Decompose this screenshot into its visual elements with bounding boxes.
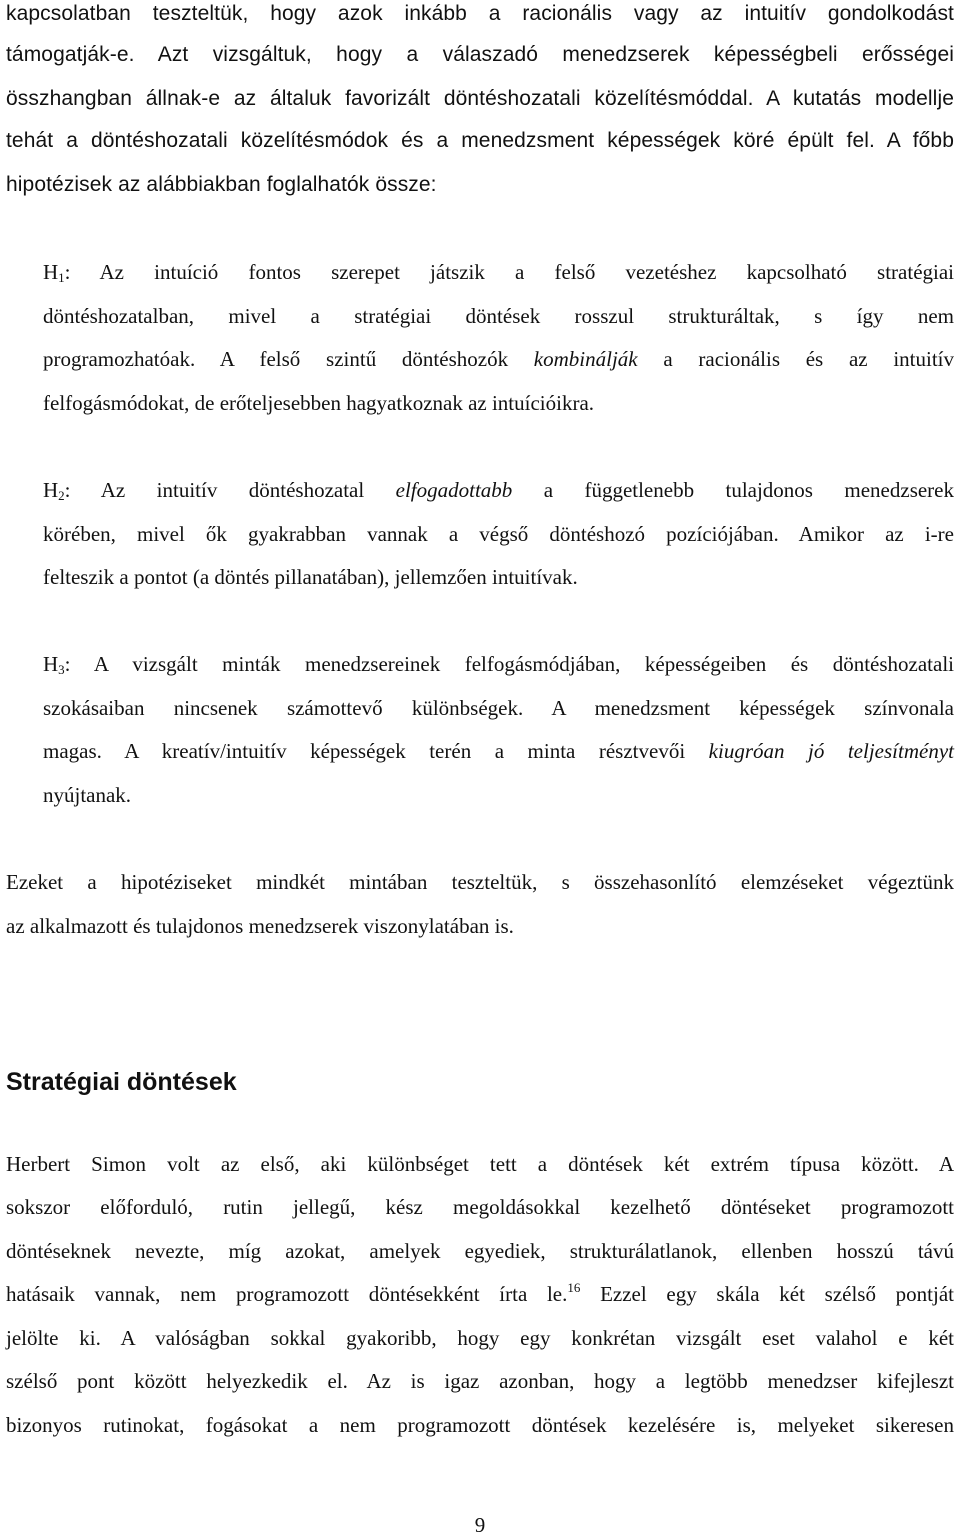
intro-line-4: tehát a döntéshozatali közelítésmódok és a menedzsment képességek köré épült fel. A főbb	[6, 129, 954, 152]
hypothesis-3-label: H	[43, 652, 59, 676]
intro-line-3: összhangban állnak-e az általuk favorizált döntéshozatali közelítésmóddal. A kutatás modellje	[6, 87, 954, 110]
hypothesis-1-line-4: felfogásmódokat, de erőteljesebben hagyatkoznak az intuícióikra.	[43, 391, 595, 415]
section-line-4: hatásaik vannak, nem programozott döntésekként írta le.$^{16}$ Ezzel egy skála két szélső pontját	[6, 1280, 954, 1306]
hypothesis-3-line-4: nyújtanak.	[43, 783, 132, 807]
hypothesis-3-line-1: $H_3$: A vizsgált minták menedzsereinek felfogásmódjában, képességeiben és döntéshozatali	[43, 652, 954, 677]
hypothesis-3-index: 3	[58, 662, 65, 677]
hypothesis-1-emphasis: kombinálják	[533, 347, 638, 371]
intro-line-1: kapcsolatban teszteltük, hogy azok inkább a racionális vagy az intuitív gondolkodást	[6, 2, 954, 25]
page-number: 9	[474, 1513, 486, 1537]
hypothesis-1-label: H	[43, 260, 59, 284]
hypothesis-3-line-2: szokásaiban nincsenek számottevő különbségek. A menedzsment képességek színvonala	[43, 696, 954, 720]
hypothesis-2-emphasis: elfogadottabb	[395, 478, 513, 502]
hypothesis-2-label: H	[43, 478, 59, 502]
section-line-6: szélső pont között helyezkedik el. Az is igaz azonban, hogy a legtöbb menedzser kifejleszt	[6, 1369, 954, 1393]
hypothesis-3-line-3: magas. A kreatív/intuitív képességek terén a minta résztvevői kiugróan jó teljesítményt	[43, 739, 954, 763]
hypothesis-2-line-2: körében, mivel ők gyakrabban vannak a végső döntéshozó pozíciójában. Amikor az i-re	[43, 522, 954, 546]
section-line-5: jelölte ki. A valóságban sokkal gyakoribb, hogy egy konkrétan vizsgált eset valahol e két	[6, 1326, 954, 1350]
section-line-1: Herbert Simon volt az első, aki különbséget tett a döntések két extrém típusa között. A	[6, 1152, 954, 1176]
hypothesis-1-line-2: döntéshozatalban, mivel a stratégiai döntések rosszul strukturáltak, s így nem	[43, 304, 954, 328]
section-line-7: bizonyos rutinokat, fogásokat a nem programozott döntések kezelésére is, melyeket sikeresen	[6, 1413, 954, 1437]
hypothesis-2-line-1: $H_2$: Az intuitív döntéshozatal elfogadottabb a függetlenebb tulajdonos menedzserek	[43, 478, 954, 503]
section-line-2: sokszor előforduló, rutin jellegű, kész megoldásokkal kezelhető döntéseket programozott	[6, 1195, 954, 1219]
intro-line-2: támogatják-e. Azt vizsgáltuk, hogy a válaszadó menedzserek képességbeli erősségei	[6, 43, 954, 66]
hypothesis-2-line-3: felteszik a pontot (a döntés pillanatában), jellemzően intuitívak.	[43, 565, 578, 589]
section-heading: Stratégiai döntések	[6, 1068, 237, 1096]
section-line-3: döntéseknek nevezte, míg azokat, amelyek egyediek, strukturálatlanok, ellenben hosszú távú	[6, 1239, 954, 1263]
hypothesis-1-line-3: programozhatóak. A felső szintű döntéshozók kombinálják a racionális és az intuitív	[43, 347, 954, 371]
intro-line-5: hipotézisek az alábbiakban foglalhatók össze:	[6, 173, 437, 196]
hypothesis-3-emphasis: kiugróan jó teljesítményt	[708, 739, 954, 763]
conclusion-line-2: az alkalmazott és tulajdonos menedzserek viszonylatában is.	[6, 914, 514, 938]
conclusion-line-1: Ezeket a hipotéziseket mindkét mintában teszteltük, s összehasonlító elemzéseket végeztünk	[6, 870, 954, 894]
hypothesis-2-index: 2	[58, 488, 65, 503]
hypothesis-1-line-1: $H_1$: Az intuíció fontos szerepet játszik a felső vezetéshez kapcsolható stratégiai	[43, 260, 954, 285]
footnote-reference: 16	[567, 1280, 581, 1295]
hypothesis-1-index: 1	[58, 270, 65, 285]
